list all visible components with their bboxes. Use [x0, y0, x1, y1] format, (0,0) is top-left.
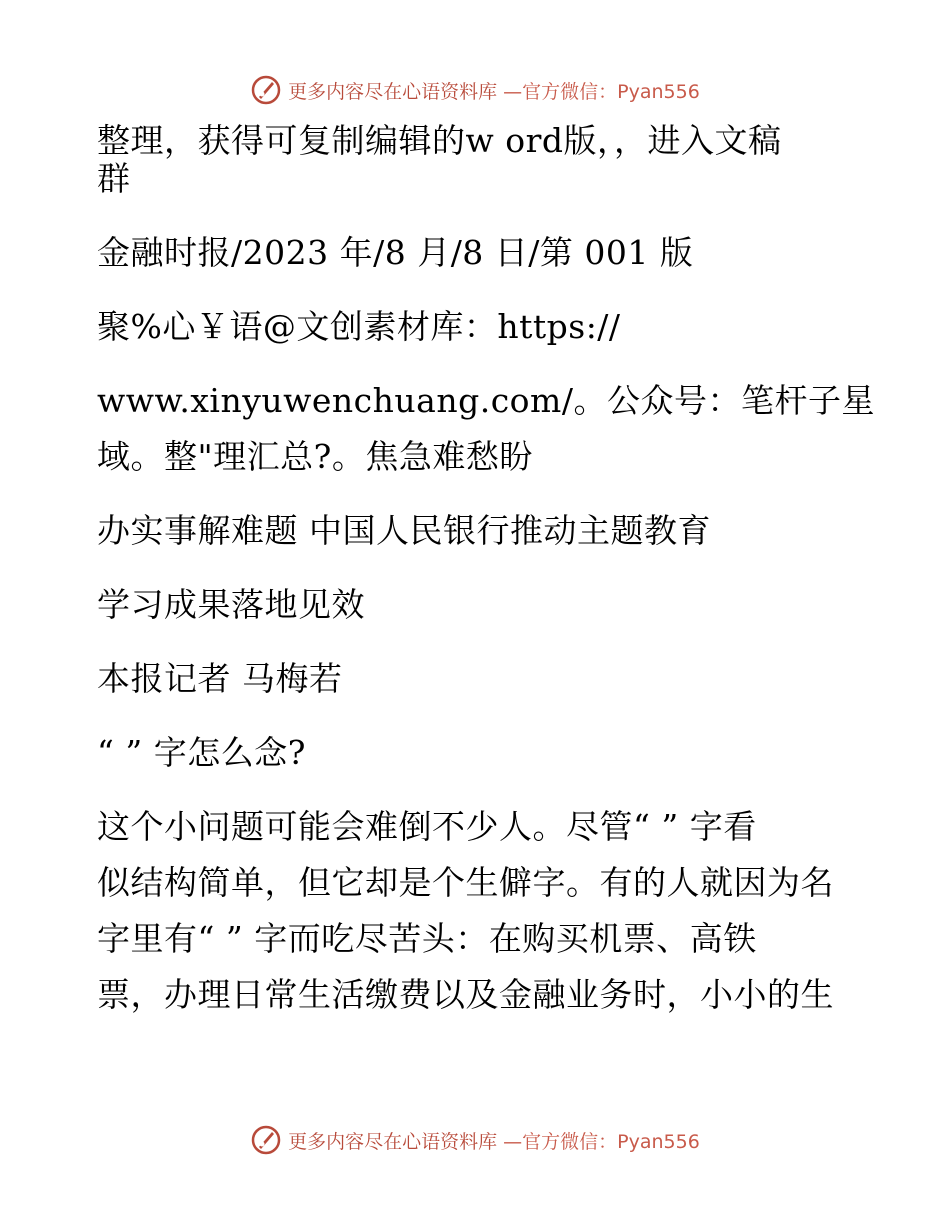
text-line: 聚%心￥语@文创素材库：https://: [97, 307, 621, 346]
text-line: www.xinyuwenchuang.com/。公众号：笔杆子星: [97, 381, 875, 420]
quill-pen-logo-icon: [250, 1124, 282, 1156]
watermark-header: [0, 70, 950, 110]
text-line: 整理，获得可复制编辑的w ord版，，进入文稿: [97, 121, 782, 160]
text-line: 学习成果落地见效: [97, 585, 365, 624]
text-line: 字里有“ ” 字而吃尽苦头：在购买机票、高铁: [97, 919, 757, 958]
text-line: 似结构简单，但它却是个生僻字。有的人就因为名: [97, 863, 834, 902]
text-line: 域。整"理汇总?。焦急难愁盼: [97, 437, 533, 476]
text-line: 这个小问题可能会难倒不少人。尽管“ ” 字看: [97, 807, 757, 846]
quill-pen-logo-icon: [250, 74, 282, 106]
watermark-footer: [0, 1120, 950, 1160]
text-line: 票，办理日常生活缴费以及金融业务时，小小的生: [97, 975, 834, 1014]
document-body: [97, 121, 875, 1014]
text-line: 本报记者 马梅若: [97, 659, 343, 698]
text-line: 办实事解难题 中国人民银行推动主题教育: [97, 511, 711, 550]
text-line: 金融时报/2023 年/8 月/8 日/第 001 版: [97, 233, 694, 272]
watermark-text: 更多内容尽在心语资料库: [288, 80, 498, 103]
watermark-text: 更多内容尽在心语资料库: [288, 1130, 498, 1153]
text-line: 群: [97, 159, 131, 198]
text-line: “ ” 字怎么念?: [97, 733, 306, 772]
watermark-contact: —官方微信：Pyan556: [503, 80, 700, 103]
watermark-contact: —官方微信：Pyan556: [503, 1130, 700, 1153]
